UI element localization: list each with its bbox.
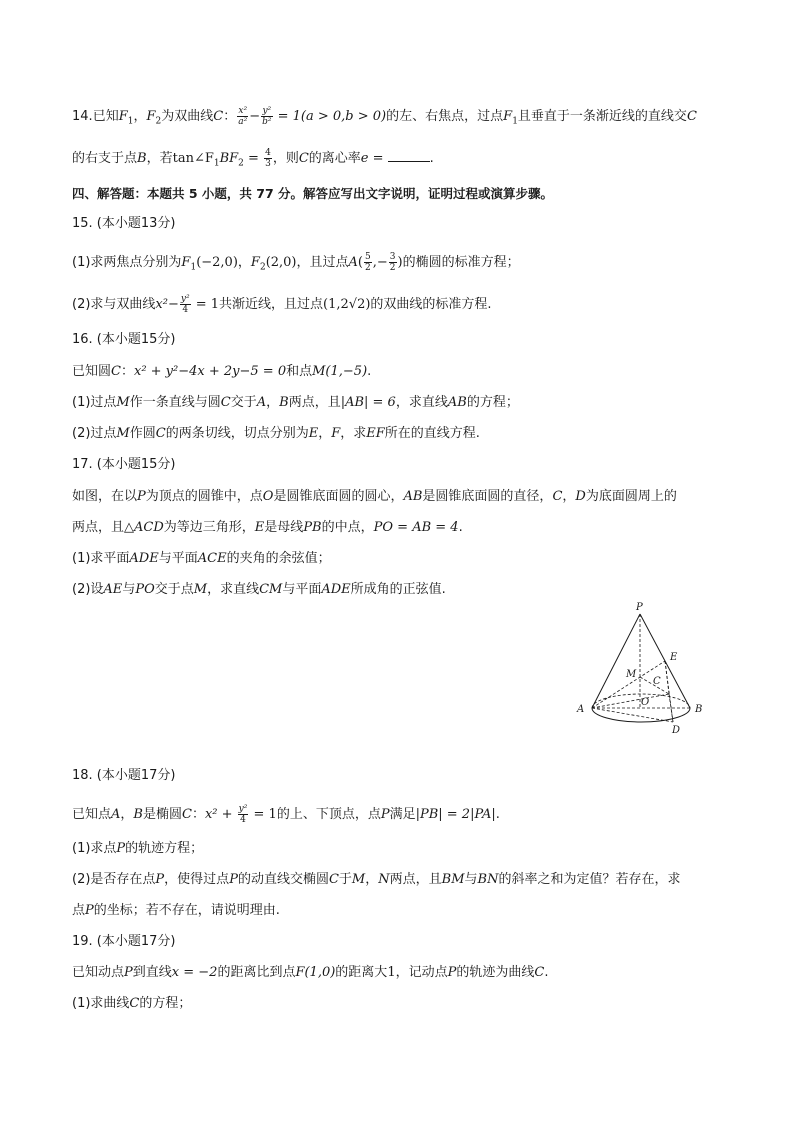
- text: 与平面: [282, 582, 322, 597]
- curve-c: C: [213, 109, 224, 124]
- frac-den: a²: [238, 117, 248, 127]
- label-a: A: [577, 704, 585, 715]
- curve-c: C: [129, 996, 140, 1011]
- point-m: M: [116, 395, 130, 410]
- subscript: 1: [127, 116, 134, 127]
- fraction: [264, 148, 272, 169]
- frac-num: 4: [265, 148, 271, 158]
- segment-pb: PB: [303, 520, 322, 535]
- text: 作一条直线与圆: [129, 395, 221, 410]
- eccentricity: e: [360, 151, 369, 166]
- sqrt: √2: [348, 297, 366, 312]
- text: 的上、下顶点，点: [276, 807, 381, 822]
- punct: .: [458, 520, 463, 535]
- coordinate: (2,0): [265, 255, 297, 270]
- point-p: P: [447, 965, 457, 980]
- subscript: 2: [259, 262, 266, 273]
- point-b: B: [133, 807, 143, 822]
- text: 是椭圆: [142, 807, 182, 822]
- text: 的椭圆的标准方程；: [402, 255, 520, 270]
- point-b: B: [137, 151, 147, 166]
- text: 是圆锥底面圆的直径，: [422, 489, 553, 504]
- text: (1)求点: [72, 841, 117, 856]
- math: |AB| = 6: [340, 395, 396, 410]
- segment-po: PO: [135, 582, 155, 597]
- segment-ad: [592, 708, 673, 722]
- text: 的轨迹为曲线: [456, 965, 535, 980]
- q14-text: 为双曲线: [161, 109, 214, 124]
- text: 与: [464, 872, 478, 887]
- point-p: P: [124, 965, 133, 980]
- text: 的方程；: [466, 395, 519, 410]
- text: 两点，且: [72, 520, 125, 535]
- point-d: D: [575, 489, 586, 504]
- punct: .: [495, 807, 500, 822]
- text: 的距离大: [335, 965, 388, 980]
- text: ，求直线: [207, 582, 260, 597]
- text: 的坐标；若不存在，请说明理由.: [93, 903, 280, 918]
- punct: ：: [120, 364, 134, 379]
- text: 为顶点的圆锥中，点: [145, 489, 263, 504]
- circle-c: C: [220, 395, 231, 410]
- text: 的方程；: [139, 996, 192, 1011]
- q17-line1: [72, 487, 734, 507]
- q14-text: ，若: [146, 151, 173, 166]
- frac-den: 4: [182, 305, 189, 315]
- subscript: 2: [238, 158, 244, 169]
- punct: (: [357, 255, 363, 270]
- text: 的中点，: [321, 520, 374, 535]
- q18-part2: [72, 870, 734, 890]
- fraction: [237, 106, 248, 127]
- text: 共渐近线，且过点: [219, 297, 324, 312]
- plane-ade: ADE: [321, 582, 351, 597]
- q18-part1: [72, 839, 734, 859]
- point-m: M: [351, 872, 366, 887]
- q16-intro: [72, 362, 734, 382]
- punct: .: [544, 965, 549, 980]
- text: (2)求与双曲线: [72, 297, 156, 312]
- point-p: P: [229, 872, 238, 887]
- text: 点: [72, 903, 86, 918]
- q19-label: 19. (本小题17分): [72, 934, 176, 949]
- label-p: P: [636, 602, 643, 613]
- text: 所在的直线方程.: [384, 426, 480, 441]
- q17-line2: [72, 518, 734, 538]
- q14-line1: [72, 106, 734, 132]
- q16-part2: [72, 424, 734, 444]
- subscript: 1: [213, 158, 220, 169]
- point-p: P: [155, 872, 165, 887]
- punct: ,−: [372, 255, 388, 270]
- frac-den: 2: [389, 263, 396, 273]
- point-m: M(1,−5): [312, 364, 368, 379]
- text: (1)求平面: [72, 551, 130, 566]
- subscript: 2: [155, 116, 162, 127]
- subscript: 1: [190, 262, 197, 273]
- text: (2)是否存在点: [72, 872, 156, 887]
- text: 的动直线交椭圆: [237, 872, 329, 887]
- operator: −: [249, 109, 261, 124]
- label-m: M: [626, 669, 637, 680]
- q16-label: 16. (本小题15分): [72, 332, 176, 347]
- text: 的斜率之和为定值？若存在，求: [498, 872, 681, 887]
- tan-expression: BF: [219, 151, 239, 166]
- punct: ，: [133, 109, 147, 124]
- punct: ，: [266, 395, 280, 410]
- punct: ：: [191, 807, 205, 822]
- frac-den: b²: [262, 117, 272, 127]
- math: = 1: [191, 297, 220, 312]
- text: ，记动点: [395, 965, 448, 980]
- punct: ，: [562, 489, 576, 504]
- answer-blank[interactable]: [388, 149, 430, 162]
- point-c: C: [552, 489, 563, 504]
- text: (2)过点: [72, 426, 117, 441]
- q15-part2: [72, 294, 734, 315]
- point-a: A: [111, 807, 121, 822]
- q16-part1: [72, 393, 734, 413]
- frac-den: 3: [265, 159, 271, 169]
- text: ，求: [340, 426, 367, 441]
- frac-den: 4: [240, 815, 246, 825]
- math: = 1: [249, 807, 277, 822]
- line-ab: AB: [447, 395, 467, 410]
- punct: .: [367, 364, 372, 379]
- operator: =: [243, 151, 264, 166]
- section-4-header: 四、解答题：本题共 5 小题，共 77 分。解答应写出文字说明，证明过程或演算步骤。: [72, 186, 554, 201]
- text: 满足: [389, 807, 416, 822]
- frac-num: y²: [180, 294, 190, 304]
- operator: =: [368, 151, 388, 166]
- q19-intro: [72, 963, 734, 983]
- text: 交于: [230, 395, 257, 410]
- point-a: A: [348, 255, 358, 270]
- operator: −: [167, 297, 179, 312]
- coordinate: (1,2: [323, 297, 349, 312]
- text: ，求直线: [395, 395, 448, 410]
- focus-f2: F: [146, 109, 156, 124]
- text: 两点，且: [389, 872, 442, 887]
- label-c: C: [653, 676, 661, 687]
- point-p: P: [380, 807, 390, 822]
- frac-den: 2: [365, 263, 371, 273]
- label-e: E: [670, 652, 678, 663]
- equation-condition: = 1(a > 0,b > 0): [273, 109, 387, 124]
- punct: ，: [365, 872, 379, 887]
- frac-num: x²: [238, 106, 248, 116]
- segment-ac: [592, 694, 669, 708]
- text: (2)设: [72, 582, 104, 597]
- segment-ab: AB: [403, 489, 423, 504]
- label-o: O: [641, 697, 650, 708]
- text: 已知动点: [72, 965, 125, 980]
- q14-line2: [72, 148, 734, 174]
- punct: ，: [318, 426, 332, 441]
- text: 是母线: [264, 520, 304, 535]
- text: (1)求两焦点分别为: [72, 255, 182, 270]
- ellipse-c: C: [328, 872, 339, 887]
- q14-text: 的离心率: [308, 151, 361, 166]
- q14-text: ，则: [272, 151, 299, 166]
- q18-intro: [72, 804, 734, 825]
- math: PO = AB = 4: [373, 520, 459, 535]
- q14-number: 14.: [72, 109, 93, 124]
- text: 如图，在以: [72, 489, 138, 504]
- text: 的夹角的余弦值；: [226, 551, 331, 566]
- fraction: [261, 106, 272, 127]
- text: 到直线: [132, 965, 172, 980]
- point-a: A: [256, 395, 267, 410]
- frac-num: y²: [238, 804, 248, 814]
- line-cm: CM: [259, 582, 283, 597]
- q14-text: 已知: [92, 109, 119, 124]
- text: 为等边三角形，: [163, 520, 255, 535]
- focus-f1: F: [181, 255, 191, 270]
- cone-figure: [560, 598, 720, 738]
- q17-label: 17. (本小题15分): [72, 457, 176, 472]
- plane-ace: ACE: [197, 551, 227, 566]
- subscript: 1: [512, 116, 518, 127]
- label-d: D: [672, 725, 681, 736]
- text: 于: [338, 872, 352, 887]
- q19-part1: [72, 994, 734, 1014]
- point-p: P: [137, 489, 146, 504]
- frac-num: y²: [262, 106, 272, 116]
- text: 已知圆: [72, 364, 112, 379]
- line-ef: EF: [366, 426, 385, 441]
- segment-ed: [665, 661, 673, 722]
- coordinate: (−2,0): [196, 255, 238, 270]
- segment-ae: AE: [103, 582, 123, 597]
- fraction: [238, 804, 249, 825]
- triangle-acd: △ACD: [124, 520, 164, 535]
- point-f: F(1,0): [295, 965, 336, 980]
- point-p: P: [85, 903, 94, 918]
- text: ，使得过点: [164, 872, 230, 887]
- punct: ): [397, 255, 403, 270]
- number: 1: [387, 965, 396, 980]
- line-equation: x = −2: [171, 965, 218, 980]
- text: 作圆: [129, 426, 156, 441]
- q18-part2-cont: [72, 901, 734, 921]
- text: 与: [122, 582, 136, 597]
- focus-f1: F: [503, 109, 513, 124]
- punct: ，: [237, 255, 251, 270]
- text: (1)过点: [72, 395, 117, 410]
- text: 为底面圆周上的: [585, 489, 677, 504]
- q14-text: 的左、右焦点，过点: [386, 109, 504, 124]
- text: 和点: [286, 364, 313, 379]
- focus-f1: F: [118, 109, 128, 124]
- curve-c: C: [686, 109, 697, 124]
- fraction: [180, 294, 191, 315]
- tan-expression: tan∠F: [172, 151, 214, 166]
- frac-num: 3: [389, 252, 396, 262]
- point-m: M: [116, 426, 130, 441]
- text: 交于点: [154, 582, 194, 597]
- circle-c: C: [155, 426, 166, 441]
- curve-c: C: [534, 965, 545, 980]
- point-o: O: [262, 489, 274, 504]
- text: 的轨迹方程；: [125, 841, 204, 856]
- plane-ade: ADE: [129, 551, 159, 566]
- punct: ，: [120, 807, 134, 822]
- point-p: P: [116, 841, 126, 856]
- point-e: E: [254, 520, 265, 535]
- text: 的两条切线，切点分别为: [165, 426, 309, 441]
- label-b: B: [695, 704, 703, 715]
- base-front-arc: [592, 708, 690, 722]
- q17-part1: [72, 549, 734, 569]
- focus-f2: F: [250, 255, 260, 270]
- q18-label: 18. (本小题17分): [72, 768, 176, 783]
- text: 是圆锥底面圆的圆心，: [273, 489, 404, 504]
- q14-text: 的右支于点: [72, 151, 138, 166]
- text: 的双曲线的标准方程.: [370, 297, 492, 312]
- punct: .: [429, 151, 434, 166]
- curve-c: C: [298, 151, 309, 166]
- point-m: M: [193, 582, 208, 597]
- point-e: E: [308, 426, 319, 441]
- text: 两点，且: [288, 395, 341, 410]
- circle-equation: x² + y²−4x + 2y−5 = 0: [133, 364, 287, 379]
- text: 所成角的正弦值.: [350, 582, 446, 597]
- generatrix-pa: [592, 614, 640, 708]
- line-bm: BM: [441, 872, 465, 887]
- math: x²: [155, 297, 168, 312]
- ellipse-c: C: [182, 807, 192, 822]
- circle-c: C: [111, 364, 121, 379]
- coordinate: ): [365, 297, 371, 312]
- text: ，且过点: [296, 255, 349, 270]
- line-bn: BN: [477, 872, 499, 887]
- point-f: F: [331, 426, 341, 441]
- fraction: [389, 252, 397, 273]
- text: (1)求曲线: [72, 996, 130, 1011]
- text: 已知点: [72, 807, 112, 822]
- text: 的距离比到点: [217, 965, 296, 980]
- q17-part2: [72, 580, 734, 600]
- point-b: B: [279, 395, 289, 410]
- fraction: [364, 252, 372, 273]
- point-n: N: [378, 872, 390, 887]
- q14-text: 且垂直于一条渐近线的直线交: [517, 109, 687, 124]
- q15-label: 15. (本小题13分): [72, 216, 176, 231]
- math: |PB| = 2|PA|: [415, 807, 496, 822]
- frac-num: 5: [365, 252, 371, 262]
- text: 与平面: [158, 551, 198, 566]
- punct: ：: [223, 109, 237, 124]
- math: x² +: [204, 807, 237, 822]
- q15-part1: [72, 252, 734, 278]
